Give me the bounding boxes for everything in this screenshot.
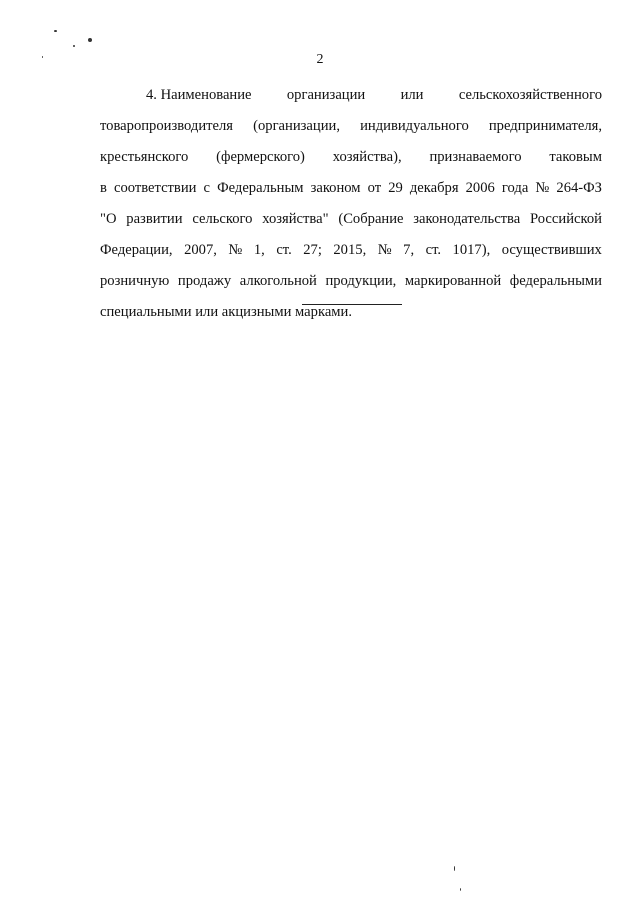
- word: 2015,: [333, 242, 367, 258]
- word: 1,: [253, 242, 265, 258]
- word: года: [501, 180, 529, 196]
- word: товаропроизводителя: [100, 118, 233, 134]
- word: 264-ФЗ: [556, 180, 602, 196]
- word: "О: [100, 211, 117, 227]
- paragraph-line: [100, 235, 602, 266]
- word: 2007,: [184, 242, 217, 258]
- word: в: [100, 180, 107, 196]
- word: законодательства: [413, 211, 521, 227]
- word: Российской: [530, 211, 602, 227]
- paragraph-line: [100, 111, 602, 142]
- scan-speck: [73, 45, 75, 47]
- word: алкогольной: [239, 273, 317, 289]
- word: 27;: [303, 242, 322, 258]
- word: крестьянского: [100, 149, 189, 165]
- word: таковым: [549, 149, 602, 165]
- scan-speck: [88, 38, 92, 42]
- word: развитии: [126, 211, 183, 227]
- word: Федерации,: [100, 242, 173, 258]
- word: ст.: [425, 242, 442, 258]
- word: предпринимателя,: [488, 118, 602, 134]
- word: признаваемого: [429, 149, 522, 165]
- closing-rule: [302, 304, 402, 305]
- scan-speck: [454, 866, 455, 871]
- word: законом: [310, 180, 361, 196]
- word: сельскохозяйственного: [458, 87, 602, 103]
- word: сельского: [192, 211, 253, 227]
- word: от: [367, 180, 382, 196]
- paragraph-line: [100, 173, 602, 204]
- paragraph-line: [100, 297, 602, 328]
- word: хозяйства": [262, 211, 329, 227]
- word: хозяйства),: [332, 149, 402, 165]
- word: маркированной: [404, 273, 502, 289]
- word: розничную: [100, 273, 170, 289]
- body-paragraph: [100, 80, 602, 328]
- word: федеральными: [509, 273, 602, 289]
- word: №: [535, 180, 550, 196]
- word: (организации,: [253, 118, 340, 134]
- word: продукции,: [325, 273, 397, 289]
- word: 7,: [403, 242, 415, 258]
- word: продажу: [177, 273, 232, 289]
- word: 29: [388, 180, 403, 196]
- word: 1017),: [452, 242, 491, 258]
- word: Федеральным: [217, 180, 304, 196]
- word: осуществивших: [501, 242, 602, 258]
- paragraph-line: [100, 204, 602, 235]
- word: (Собрание: [338, 211, 404, 227]
- paragraph-line: [100, 266, 602, 297]
- word: 2006: [465, 180, 495, 196]
- word: декабря: [409, 180, 459, 196]
- word: соответствии: [113, 180, 197, 196]
- word: организации: [286, 87, 366, 103]
- word: специальными или акцизными марками.: [100, 304, 352, 320]
- scan-speck: [54, 30, 57, 32]
- word: 4. Наименование: [146, 87, 252, 103]
- word: №: [228, 242, 243, 258]
- paragraph-line: [100, 142, 602, 173]
- word: или: [400, 87, 424, 103]
- word: индивидуального: [360, 118, 469, 134]
- scan-speck: [460, 888, 461, 891]
- word: с: [203, 180, 211, 196]
- paragraph-line: [100, 80, 602, 111]
- page-number: 2: [316, 52, 324, 67]
- word: (фермерского): [216, 149, 305, 165]
- word: ст.: [276, 242, 292, 258]
- word: №: [377, 242, 392, 258]
